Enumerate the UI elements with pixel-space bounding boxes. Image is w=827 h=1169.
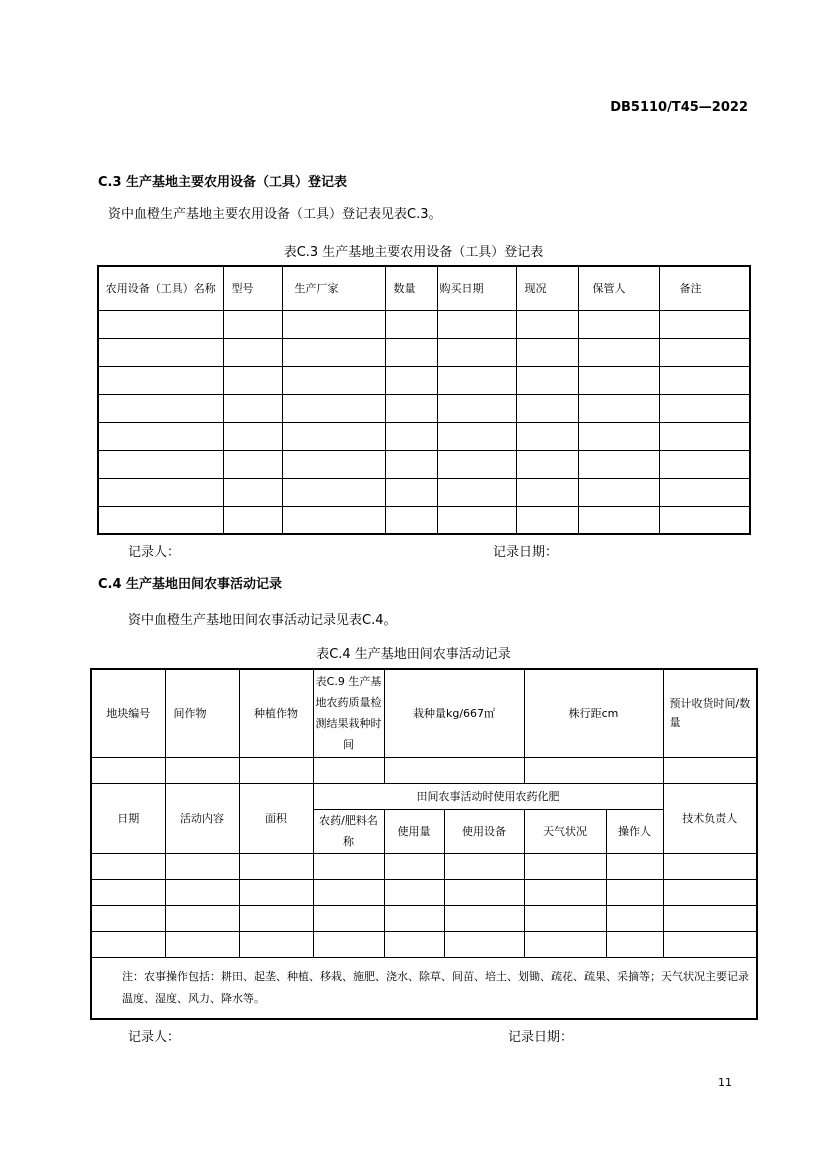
col-header: 面积 xyxy=(239,783,313,853)
col-header: 使用量 xyxy=(384,809,444,853)
col-header: 保管人 xyxy=(578,266,659,310)
col-header: 田间农事活动时使用农药化肥 xyxy=(313,783,663,809)
c3-record-date-label: 记录日期： xyxy=(493,545,559,560)
col-header: 天气状况 xyxy=(524,809,606,853)
col-header: 使用设备 xyxy=(444,809,524,853)
col-header: 数量 xyxy=(385,266,437,310)
table-row xyxy=(98,394,750,422)
col-header: 型号 xyxy=(223,266,282,310)
col-header: 种植作物 xyxy=(239,669,313,757)
col-header: 农用设备（工具）名称 xyxy=(98,266,223,310)
section-c4-heading: C.4 生产基地田间农事活动记录 xyxy=(98,577,283,592)
table-row xyxy=(91,879,757,905)
section-c4-intro: 资中血橙生产基地田间农事活动记录见表C.4。 xyxy=(128,613,397,628)
table-row xyxy=(98,338,750,366)
col-header: 操作人 xyxy=(606,809,663,853)
table-row xyxy=(98,450,750,478)
table-row xyxy=(98,506,750,534)
table-c4-caption: 表C.4 生产基地田间农事活动记录 xyxy=(316,647,511,662)
c4-record-date-label: 记录日期： xyxy=(508,1030,574,1045)
table-c3-header-row xyxy=(98,266,750,310)
col-header: 预计收货时间/数量 xyxy=(663,669,757,757)
table-c4-mid-header-row xyxy=(91,783,757,809)
col-header: 地块编号 xyxy=(91,669,165,757)
page-number: 11 xyxy=(718,1076,732,1089)
table-row xyxy=(98,310,750,338)
col-header: 生产厂家 xyxy=(282,266,385,310)
table-c4 xyxy=(90,668,758,1020)
table-row xyxy=(98,366,750,394)
col-header: 现况 xyxy=(516,266,578,310)
table-row xyxy=(98,478,750,506)
col-header: 技术负责人 xyxy=(663,783,757,853)
col-header: 间作物 xyxy=(165,669,239,757)
table-c3 xyxy=(97,265,751,535)
col-header: 购买日期 xyxy=(437,266,516,310)
table-row xyxy=(91,757,757,783)
col-header: 栽种量kg/667㎡ xyxy=(384,669,524,757)
section-c3-intro: 资中血橙生产基地主要农用设备（工具）登记表见表C.3。 xyxy=(108,207,442,222)
section-c3-heading: C.3 生产基地主要农用设备（工具）登记表 xyxy=(98,175,348,190)
col-header: 活动内容 xyxy=(165,783,239,853)
table-c3-caption: 表C.3 生产基地主要农用设备（工具）登记表 xyxy=(283,245,544,260)
table-row xyxy=(98,422,750,450)
doc-code: DB5110/T45—2022 xyxy=(610,100,748,115)
c4-recorder-label: 记录人： xyxy=(128,1030,181,1045)
c3-recorder-label: 记录人： xyxy=(128,545,181,560)
table-c4-header-row xyxy=(91,669,757,757)
table-row xyxy=(91,931,757,957)
table-c4-note: 注：农事操作包括：耕田、起垄、种植、移栽、施肥、浇水、除草、间苗、培土、划锄、疏花、疏果、采摘等；天气状况主要记录温度、湿度、风力、降水等。 xyxy=(91,957,757,1019)
table-c4-note-row xyxy=(91,957,757,1019)
col-header: 农药/肥料名称 xyxy=(313,809,384,853)
table-row xyxy=(91,853,757,879)
col-header: 备注 xyxy=(659,266,750,310)
col-header: 日期 xyxy=(91,783,165,853)
col-header: 株行距cm xyxy=(524,669,663,757)
table-row xyxy=(91,905,757,931)
col-header: 表C.9 生产基地农药质量检测结果栽种时间 xyxy=(313,669,384,757)
